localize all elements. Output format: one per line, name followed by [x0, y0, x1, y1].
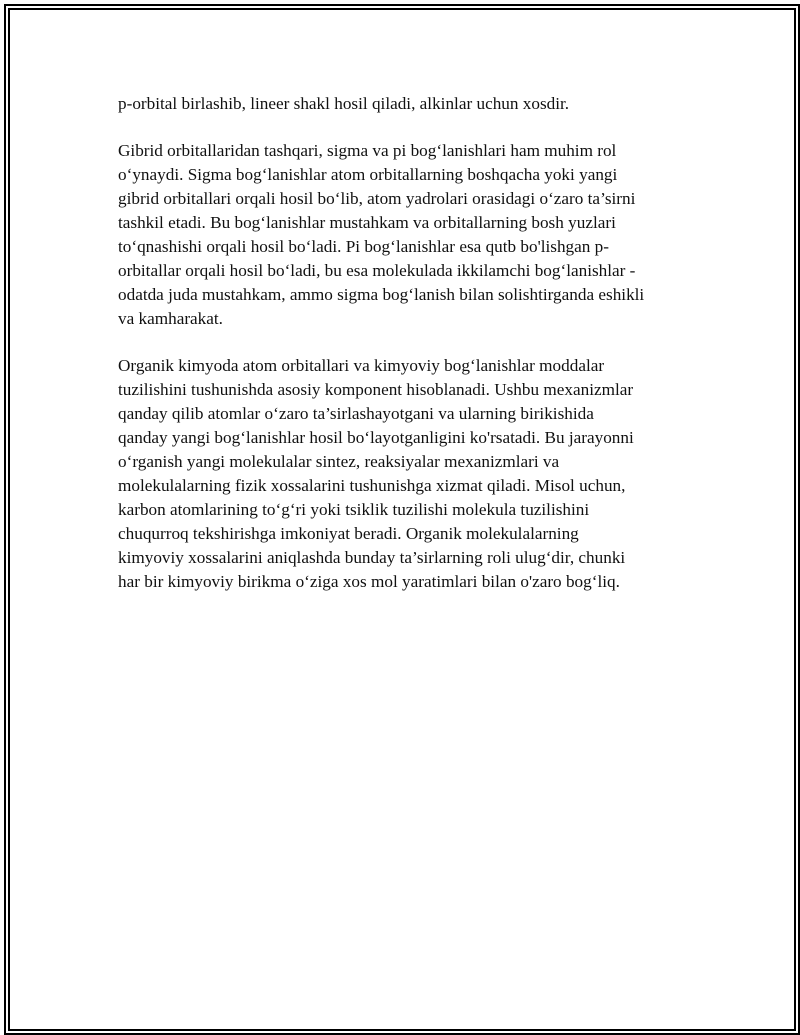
text-line: Gibrid orbitallaridan tashqari, sigma va pi bog‘lanishlari ham muhim rol: [118, 141, 617, 160]
paragraph-3: [118, 354, 678, 594]
text-line: karbon atomlarining to‘g‘ri yoki tsiklik tuzilishi molekula tuzilishini: [118, 500, 590, 519]
paragraph-gap: [118, 116, 678, 139]
text-line: gibrid orbitallari orqali hosil bo‘lib, atom yadrolari orasidagi o‘zaro ta’sirni: [118, 189, 636, 208]
text-line: p-orbital birlashib, lineer shakl hosil qiladi, alkinlar uchun xosdir.: [118, 94, 570, 113]
text-line: kimyoviy xossalarini aniqlashda bunday ta’sirlarning roli ulug‘dir, chunki: [118, 548, 626, 567]
text-line: tashkil etadi. Bu bog‘lanishlar mustahkam va orbitallarning bosh yuzlari: [118, 213, 616, 232]
text-line: Organik kimyoda atom orbitallari va kimyoviy bog‘lanishlar moddalar: [118, 356, 605, 375]
text-line: tuzilishini tushunishda asosiy komponent hisoblanadi. Ushbu mexanizmlar: [118, 380, 634, 399]
text-line: qanday yangi bog‘lanishlar hosil bo‘layotganligini ko'rsatadi. Bu jarayonni: [118, 428, 634, 447]
text-line: chuqurroq tekshirishga imkoniyat beradi. Organik molekulalarning: [118, 524, 579, 543]
text-line: odatda juda mustahkam, ammo sigma bog‘lanish bilan solishtirganda eshikli: [118, 285, 645, 304]
text-line: har bir kimyoviy birikma o‘ziga xos mol yaratimlari bilan o'zaro bog‘liq.: [118, 572, 620, 591]
text-line: va kamharakat.: [118, 309, 223, 328]
paragraph-2: [118, 139, 678, 331]
text-line: to‘qnashishi orqali hosil bo‘ladi. Pi bog‘lanishlar esa qutb bo'lishgan p-: [118, 237, 609, 256]
text-line: o‘rganish yangi molekulalar sintez, reaksiyalar mexanizmlari va: [118, 452, 560, 471]
text-line: molekulalarning fizik xossalarini tushunishga xizmat qiladi. Misol uchun,: [118, 476, 626, 495]
text-line: qanday qilib atomlar o‘zaro ta’sirlashayotgani va ularning birikishida: [118, 404, 594, 423]
text-line: o‘ynaydi. Sigma bog‘lanishlar atom orbitallarning boshqacha yoki yangi: [118, 165, 618, 184]
text-line: orbitallar orqali hosil bo‘ladi, bu esa molekulada ikkilamchi bog‘lanishlar -: [118, 261, 636, 280]
paragraph-gap: [118, 331, 678, 354]
paragraph-1: [118, 92, 678, 116]
document-body: [118, 92, 678, 594]
